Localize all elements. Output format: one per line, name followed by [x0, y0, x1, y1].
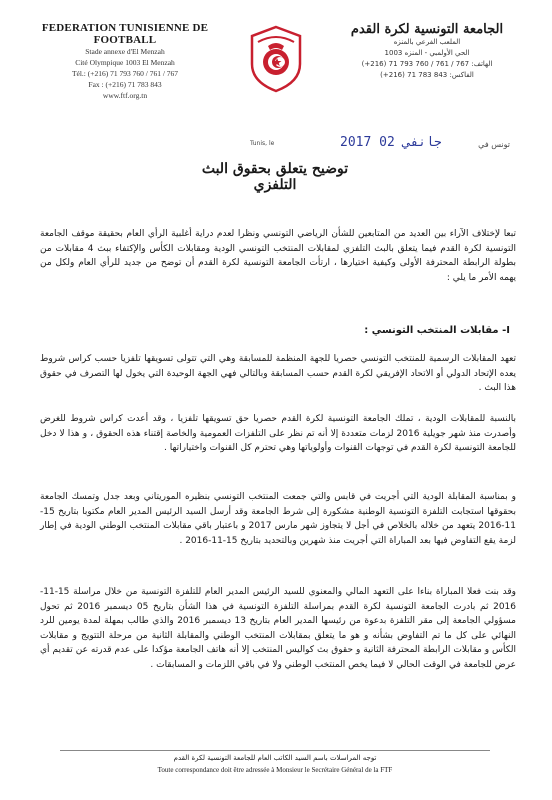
- footer-french: Toute correspondance doit être adressée à Monsieur le Secrétaire Général de la FTF: [157, 766, 393, 774]
- ftf-logo-icon: [246, 24, 306, 94]
- body-paragraph: و بمناسبة المقابلة الودية التي أجريت في قابس والتي جمعت المنتخب التونسي بنظيره الموريتاني وبعد جدل وتمسك الجامعة بحقوقها استجابت التلفزة التونسية الوطنية مشكورة إلى شرط الجامعة وقد أرسل السيد الرئيس المدير العام مكتوبا بتاريخ 15-11-2016 يتعهد من خلاله بالخلاص في أجل لا يتجاوز شهر مارس 2017 و باعتبار باقي مقابلات المنتخب الوطني الودية في إطار لزمة يقع التفاوض فيها بعد المباراة التي أجريت منذ شهرين وبالتحديد بتاريخ 15-11-2016 .: [40, 492, 516, 546]
- date-label-french: Tunis, le: [250, 140, 275, 147]
- date-label-arabic: تونس في: [478, 140, 510, 149]
- footer: [60, 750, 490, 774]
- body-paragraph: بالنسبة للمقابلات الودية ، تملك الجامعة التونسية لكرة القدم حصريا حق تسويقها تلفزيا ، وقد أعدت كراس شروط للغرض وأصدرت منذ شهر جويلية 2016 لزمات متعددة إلا أنه تم نظر على التلفزات العمومية والخاصة إقتناء هذه الحقوق ، و هذا لا دخل للجامعة التونسية لكرة القدم في توجهات القنوات وأولوياتها وهي تحترم كل القنوات واختياراتها .: [40, 414, 516, 453]
- letter-date: 2017 جانفي 02: [340, 135, 442, 150]
- dateline: [250, 135, 510, 158]
- body-paragraph: وقد بنت فعلا المباراة بناءا على التعهد المالي والمعنوي للسيد الرئيس المدير العام للتلفزة التونسية من خلال مراسلة 15-11-2016 ثم بادرت الجامعة التونسية لكرة القدم بمراسلة التلفزة التونسية في هذا الشأن بتاريخ 05 ديسمبر 2016 ثم تحول مسؤولي الجامعة إلى مقر التلفزة بدعوة من رئيسها المدير العام بتاريخ 13 ديسمبر 2016 والذي طالب بمهلة لمدة يومين للرد النهائي على كل ما تم التفاوض بشأنه و هو ما يتعلق بمقابلات المنتخب الوطني والمقابلة الثانية من مرحلة التتويج و مقابلات الكأس و مقابلات الرابطة المحترفة الثانية و حقوق بث كواليس المنتخب إلا أنه هاتف الجامعة مؤكدا على عدم قدرته عن تقديم أي عرض للجامعة في الوقت الحالي لا فيما يخص المنتخب الوطني ولا في باقي اللزمات و المسابقات .: [40, 587, 517, 670]
- website-line: www.ftf.org.tn: [102, 91, 148, 100]
- address-line: الملعب الفرعي بالمنزه: [393, 38, 461, 46]
- header-right: [332, 22, 522, 81]
- section-heading: I- مقابلات المنتخب التونسي :: [364, 325, 510, 336]
- address-line: الحي الأولمبي - المنزه 1003: [384, 49, 470, 57]
- footer-arabic: توجه المراسلات باسم السيد الكاتب العام للجامعة التونسية لكرة القدم: [173, 754, 377, 762]
- document-title: توضيح يتعلق بحقوق البث التلفزي: [201, 161, 349, 193]
- fax-line: Fax : (+216) 71 783 843: [88, 80, 162, 89]
- body-paragraph: تعهد المقابلات الرسمية للمنتخب التونسي حصريا للجهة المنظمة للمسابقة وهي التي تتولى تسويقها تلفزيا حسب كراس شروط يعده الإتحاد الدولي أو الاتحاد الإفريقي لكرة القدم حسب المسابقة وبالتالي فهي الجهة الوحيدة التي يخول لها التصرف في حقوق هذا البث .: [40, 354, 516, 393]
- address-line: Cité Olympique 1003 El Menzah: [75, 58, 175, 67]
- org-name-french: FEDERATION TUNISIENNE DE FOOTBALL: [41, 22, 209, 46]
- intro-paragraph: تبعا لإختلاف الآراء بين العديد من المتابعين للشأن الرياضي التونسي ونظرا لعدم دراية أغلبية الرأي العام بحقيقة موقف الجامعة التونسية لكرة القدم فيما يتعلق بالبث التلفزي لمقابلات المنتخب التونسي الودية ومقابلات الكأس والإكتفاء ببث 4 مقابلات من بطولة الرابطة المحترفة الأولى وكيفية اختيارها ، ارتأت الجامعة التونسية لكرة القدم أن توضح من جديد للرأي العام ولكل من يهمه الأمر ما يلي :: [40, 229, 517, 283]
- fax-line: الفاكس: 843 783 71 (216+): [380, 71, 474, 79]
- phone-line: الهاتف: 767 / 761 / 760 793 71 (216+): [361, 60, 493, 68]
- org-name-arabic: الجامعة التونسية لكرة القدم: [350, 22, 504, 37]
- header-left: [30, 22, 220, 101]
- address-line: Stade annexe d'El Menzah: [85, 47, 165, 56]
- phone-line: Tél.: (+216) 71 793 760 / 761 / 767: [71, 69, 179, 78]
